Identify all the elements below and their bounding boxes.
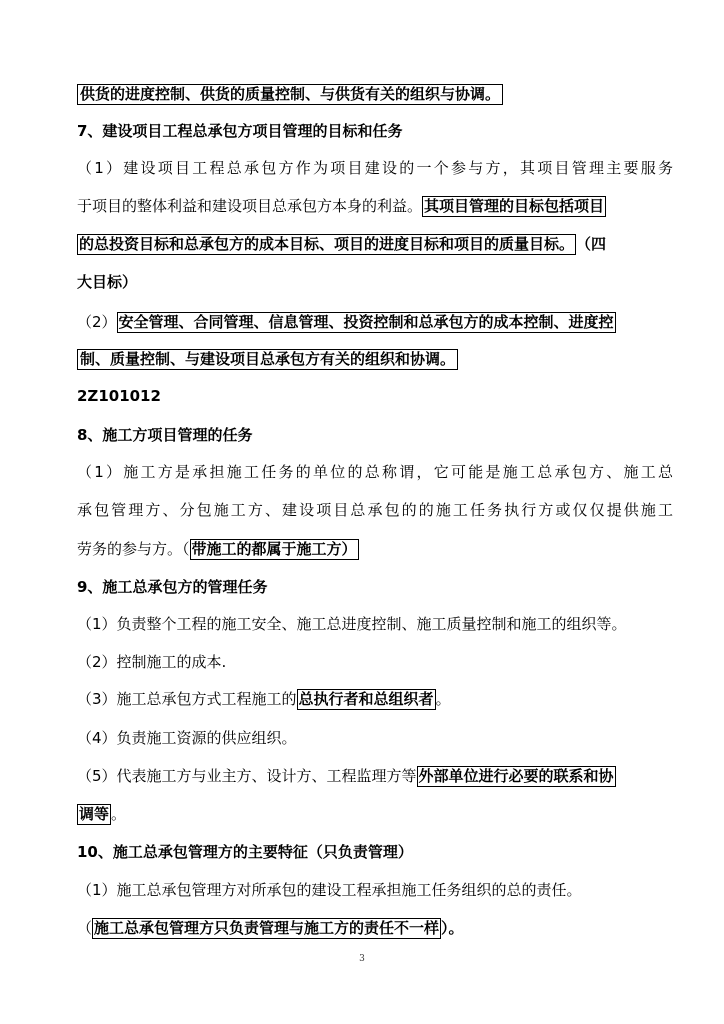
paragraph-10-note <box>77 918 464 939</box>
plain-text: 。 <box>111 805 127 823</box>
paragraph-7-line-4: 大目标） <box>77 273 138 291</box>
highlight-box: 其项目管理的目标包括项目 <box>424 197 605 215</box>
paragraph-8-line-3 <box>77 539 359 560</box>
paragraph-8-line-1: （1）施工方是承担施工任务的单位的总称谓，它可能是施工总承包方、施工总 <box>77 463 673 481</box>
highlight-box: 施工总承包管理方只负责管理与施工方的责任不一样 <box>94 919 440 937</box>
highlight-box: 总执行者和总组织者 <box>298 690 434 708</box>
paragraph-9-item-4: （4）负责施工资源的供应组织。 <box>77 729 297 747</box>
paragraph-9-item-3 <box>77 689 451 710</box>
highlight-box: 外部单位进行必要的联系和协 <box>418 767 614 785</box>
paragraph-7-line-6 <box>77 349 458 370</box>
plain-text: 劳务的参与方。（ <box>77 540 190 558</box>
plain-text: 于项目的整体利益和建设项目总承包方本身的利益。 <box>77 197 423 215</box>
heading-8: 8、施工方项目管理的任务 <box>77 426 253 444</box>
paragraph-7-line-5 <box>77 312 616 333</box>
paragraph-7-line-2 <box>77 196 606 217</box>
plain-text: ）。 <box>441 919 464 937</box>
heading-10: 10、施工总承包管理方的主要特征（只负责管理） <box>77 843 413 861</box>
plain-text: 。 <box>435 690 451 708</box>
highlight-box: 安全管理、合同管理、信息管理、投资控制和总承包方的成本控制、进度控 <box>118 313 614 331</box>
paragraph-8-line-2: 承包管理方、分包施工方、建设项目总承包的的施工任务执行方或仅仅提供施工 <box>77 501 673 519</box>
paragraph-10-item-1: （1）施工总承包管理方对所承包的建设工程承担施工任务组织的总的责任。 <box>77 881 582 899</box>
line-supply-control <box>77 84 503 105</box>
highlight-box: 带施工的都属于施工方） <box>191 540 357 558</box>
plain-text: （5）代表施工方与业主方、设计方、工程监理方等 <box>77 767 417 785</box>
plain-text: （2） <box>77 313 117 331</box>
heading-9: 9、施工总承包方的管理任务 <box>77 578 268 596</box>
plain-text: （3）施工总承包方式工程施工的 <box>77 690 297 708</box>
highlight-box: 调等 <box>79 805 110 823</box>
paragraph-9-item-1: （1）负责整个工程的施工安全、施工总进度控制、施工质量控制和施工的组织等。 <box>77 615 627 633</box>
paragraph-9-item-5-cont <box>77 804 126 825</box>
highlight-box: 制、质量控制、与建设项目总承包方有关的组织和协调。 <box>77 349 458 370</box>
section-code: 2Z101012 <box>77 387 161 405</box>
plain-text: （四 <box>576 235 607 253</box>
heading-7: 7、建设项目工程总承包方项目管理的目标和任务 <box>77 122 403 140</box>
page-number: 3 <box>359 954 365 964</box>
plain-text: （ <box>77 919 93 937</box>
highlight-box: 供货的进度控制、供货的质量控制、与供货有关的组织与协调。 <box>77 84 503 105</box>
paragraph-7-line-3 <box>77 234 606 255</box>
paragraph-9-item-5 <box>77 766 616 787</box>
highlight-box: 的总投资目标和总承包方的成本目标、项目的进度目标和项目的质量目标。 <box>79 235 575 253</box>
paragraph-7-line-1: （1）建设项目工程总承包方作为项目建设的一个参与方，其项目管理主要服务 <box>77 159 673 177</box>
paragraph-9-item-2: （2）控制施工的成本. <box>77 653 227 671</box>
